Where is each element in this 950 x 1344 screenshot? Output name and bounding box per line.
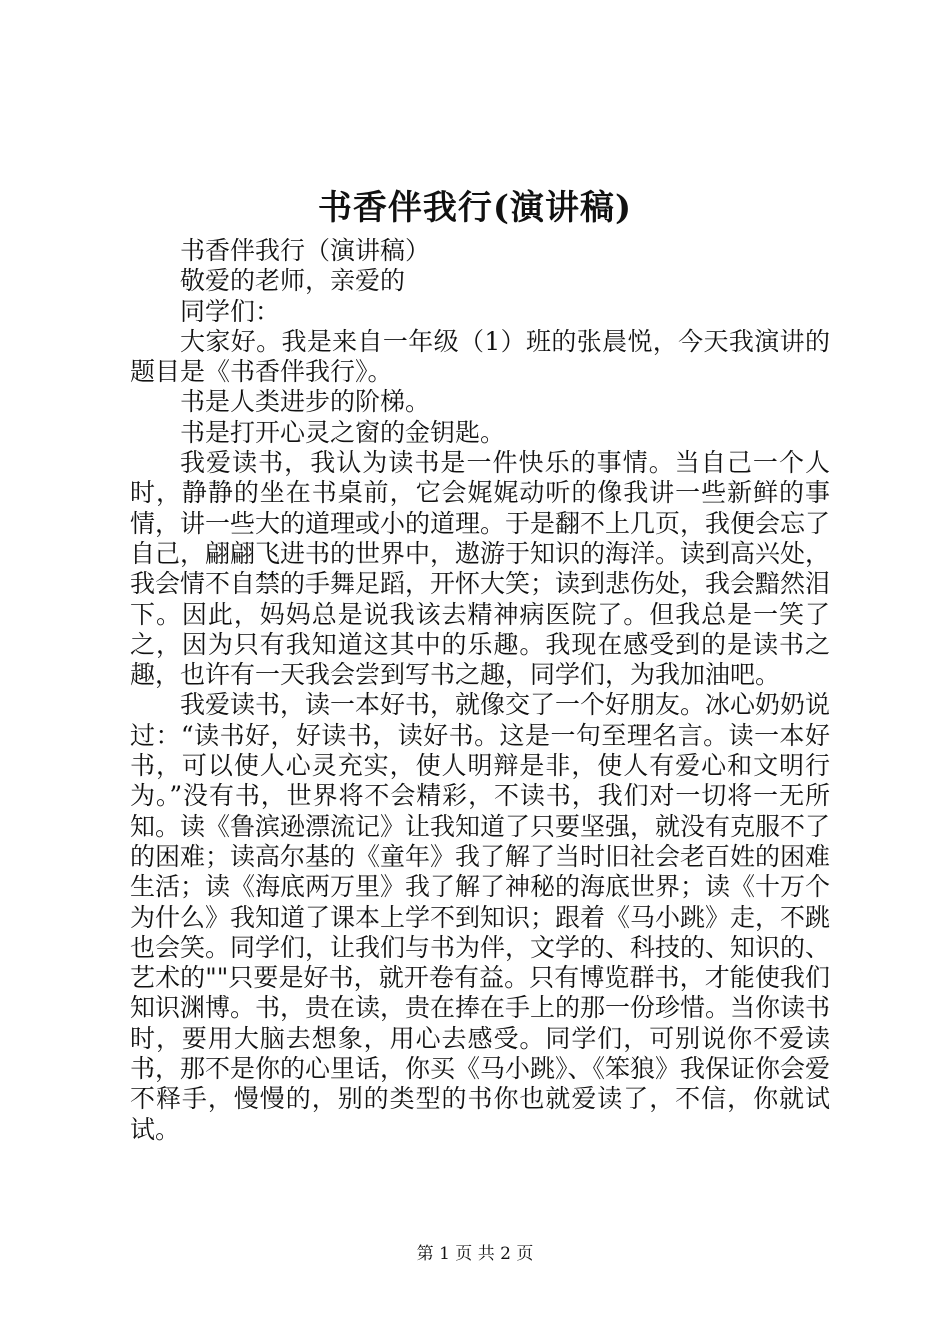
paragraph-body-2: 我爱读书，读一本好书，就像交了一个好朋友。冰心奶奶说过：“读书好，好读书，读好书。这是一句至理名言。读一本好书，可以使人心灵充实，使人明辩是非，使人有爱心和文明行为。”没有书，世界将不会精彩，不读书，我们对一切将一无所知。读《鲁滨逊漂流记》让我知道了只要坚强，就没有克服不了的困难；读高尔基的《童年》我了解了当时旧社会老百姓的困难生活；读《海底两万里》我了解了神秘的海底世界；读《十万个为什么》我知道了课本上学不到知识；跟着《马小跳》走，不跳也会笑。同学们，让我们与书为伴，文学的、科技的、知识的、艺术的""只要是好书，就开卷有益。只有博览群书，才能使我们知识渊博。书，贵在读，贵在捧在手上的那一份珍惜。当你读书时，要用大脑去想象，用心去感受。同学们，可别说你不爱读书，那不是你的心里话，你买《马小跳》、《笨狼》我保证你会爱不释手，慢慢的，别的类型的书你也就爱读了，不信，你就试试。 <box>130 690 831 1144</box>
document-body <box>130 236 830 1145</box>
paragraph-quote-1: 书是人类进步的阶梯。 <box>180 387 431 417</box>
paragraph-quote-2: 书是打开心灵之窗的金钥匙。 <box>180 417 506 447</box>
paragraph-salutation-cont: 同学们： <box>180 296 281 326</box>
paragraph-body-1: 我爱读书，我认为读书是一件快乐的事情。当自己一个人时，静静的坐在书桌前，它会娓娓动听的像我讲一些新鲜的事情，讲一些大的道理或小的道理。于是翻不上几页，我便会忘了自己，翩翩飞进书的世界中，遨游于知识的海洋。读到高兴处，我会情不自禁的手舞足蹈，开怀大笑；读到悲伤处，我会黯然泪下。因此，妈妈总是说我该去精神病医院了。但我总是一笑了之，因为只有我知道这其中的乐趣。我现在感受到的是读书之趣，也许有一天我会尝到写书之趣，同学们，为我加油吧。 <box>130 448 831 690</box>
document-title: 书香伴我行(演讲稿) <box>317 188 633 228</box>
paragraph-salutation: 敬爱的老师，亲爱的 <box>180 266 406 296</box>
paragraph-subtitle: 书香伴我行（演讲稿） <box>180 236 431 265</box>
paragraph-intro: 大家好。我是来自一年级（1）班的张晨悦，今天我演讲的题目是《书香伴我行》。 <box>130 326 830 387</box>
page-footer: 第 1 页 共 2 页 <box>416 1244 534 1264</box>
